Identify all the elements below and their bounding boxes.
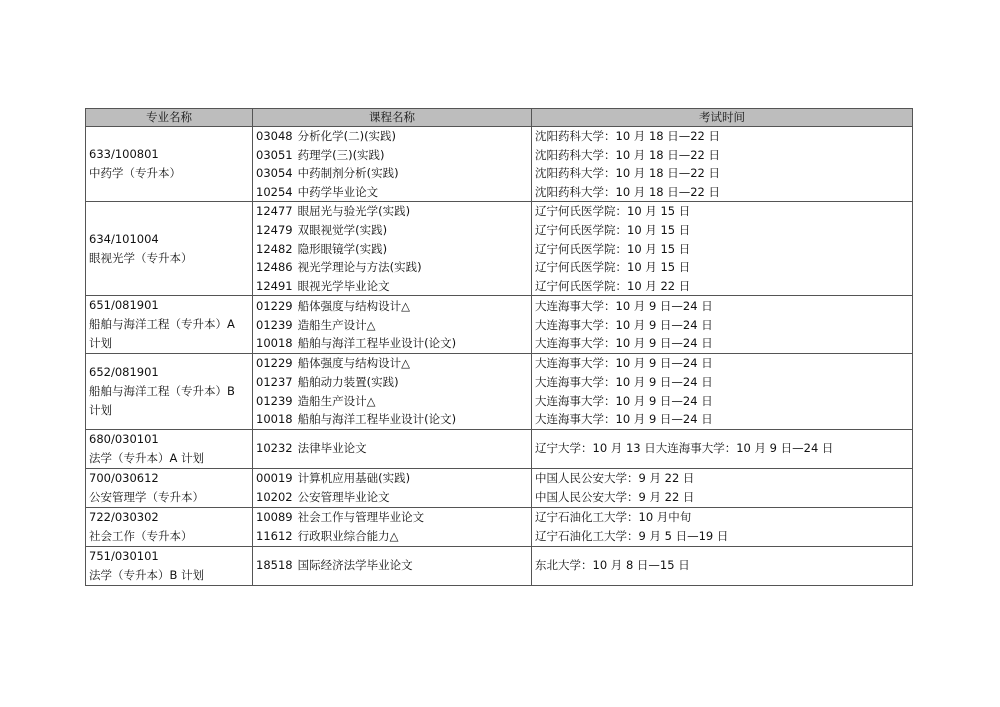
table-row [86,127,913,202]
exam-time: 辽宁大学：10 月 13 日大连海事大学：10 月 9 日—24 日 [535,441,834,456]
table-row [86,546,913,585]
major-line: 船舶与海洋工程（专升本）B [89,384,235,399]
table-row [86,429,913,468]
times-cell [532,507,913,546]
exam-time: 大连海事大学：10 月 9 日—24 日 [535,317,713,332]
course-code: 18518 [256,558,293,573]
course-line [256,556,528,575]
course-line [256,258,528,277]
course-name: 船体强度与结构设计△ [297,356,410,371]
course-name: 隐形眼镜学(实践) [297,241,388,256]
course-code: 10089 [256,510,293,525]
major-line: 633/100801 [89,147,159,162]
course-line [256,488,528,507]
exam-schedule-table [85,108,913,586]
major-line: 法学（专升本）B 计划 [89,567,205,582]
exam-time: 辽宁何氏医学院：10 月 15 日 [535,204,691,219]
major-cell [86,546,253,585]
major-line: 社会工作（专升本） [89,528,193,543]
exam-time: 大连海事大学：10 月 9 日—24 日 [535,412,713,427]
major-cell [86,127,253,202]
times-cell [532,546,913,585]
major-line: 751/030101 [89,548,159,563]
table-body [86,127,913,586]
course-name: 分析化学(二)(实践) [297,129,397,143]
course-name: 船体强度与结构设计△ [297,298,410,313]
major-cell [86,468,253,507]
course-name: 行政职业综合能力△ [297,528,399,543]
exam-time: 东北大学：10 月 8 日—15 日 [535,558,690,573]
course-line [256,297,528,316]
table-header-row [86,109,913,127]
major-cell [86,354,253,429]
course-code: 01229 [256,298,293,313]
course-line [256,392,528,411]
courses-cell [253,127,532,202]
course-line [256,527,528,546]
courses-cell [253,429,532,468]
course-code: 12479 [256,222,293,237]
exam-time: 辽宁何氏医学院：10 月 15 日 [535,222,691,237]
courses-cell [253,468,532,507]
table-row [86,507,913,546]
exam-time: 大连海事大学：10 月 9 日—24 日 [535,356,713,371]
table-row [86,468,913,507]
major-line: 634/101004 [89,231,159,246]
exam-time: 沈阳药科大学：10 月 18 日—22 日 [535,184,721,199]
times-cell [532,354,913,429]
table-row [86,354,913,429]
courses-cell [253,507,532,546]
course-line [256,508,528,527]
course-name: 视光学理论与方法(实践) [297,260,422,275]
course-line [256,146,528,165]
exam-time: 大连海事大学：10 月 9 日—24 日 [535,298,713,313]
major-cell [86,202,253,296]
times-cell [532,429,913,468]
courses-cell [253,546,532,585]
course-line [256,183,528,202]
course-code: 12486 [256,260,293,275]
course-code: 03048 [256,129,293,143]
course-line [256,164,528,183]
course-code: 11612 [256,528,293,543]
exam-time: 辽宁何氏医学院：10 月 15 日 [535,260,691,275]
major-cell [86,507,253,546]
course-line [256,373,528,392]
exam-time: 沈阳药科大学：10 月 18 日—22 日 [535,147,721,162]
major-cell [86,296,253,354]
major-line: 公安管理学（专升本） [89,489,204,504]
course-name: 国际经济法学毕业论文 [297,558,413,573]
major-line: 652/081901 [89,365,159,380]
courses-cell [253,296,532,354]
course-code: 10232 [256,441,293,456]
exam-time: 辽宁何氏医学院：10 月 15 日 [535,241,691,256]
major-line: 680/030101 [89,431,159,446]
table-row [86,296,913,354]
course-code: 00019 [256,471,293,486]
header-major: 专业名称 [86,109,253,127]
exam-time: 辽宁石油化工大学：10 月中旬 [535,510,692,525]
times-cell [532,202,913,296]
exam-time: 大连海事大学：10 月 9 日—24 日 [535,374,713,389]
exam-time: 沈阳药科大学：10 月 18 日—22 日 [535,166,721,181]
course-code: 03051 [256,147,293,162]
course-name: 眼视光学毕业论文 [297,278,390,293]
major-line: 法学（专升本）A 计划 [89,450,205,465]
major-line: 眼视光学（专升本） [89,250,193,265]
times-cell [532,296,913,354]
exam-time: 中国人民公安大学：9 月 22 日 [535,489,695,504]
exam-time: 辽宁石油化工大学：9 月 5 日—19 日 [535,528,729,543]
course-name: 公安管理毕业论文 [297,489,390,504]
course-line [256,439,528,458]
course-line [256,354,528,373]
course-line [256,469,528,488]
major-line: 700/030612 [89,470,159,485]
course-code: 01239 [256,393,293,408]
major-line: 计划 [89,403,112,418]
exam-time: 大连海事大学：10 月 9 日—24 日 [535,336,713,351]
courses-cell [253,354,532,429]
exam-time: 沈阳药科大学：10 月 18 日—22 日 [535,129,721,143]
major-line: 计划 [89,336,112,351]
course-line [256,277,528,296]
course-name: 眼屈光与验光学(实践) [297,204,411,219]
course-line [256,410,528,429]
course-name: 双眼视觉学(实践) [297,222,388,237]
exam-time: 辽宁何氏医学院：10 月 22 日 [535,278,691,293]
course-code: 10018 [256,336,293,351]
course-code: 01237 [256,374,293,389]
major-line: 中药学（专升本） [89,166,181,181]
course-name: 药理学(三)(实践) [297,147,385,162]
table-row [86,202,913,296]
course-code: 12477 [256,204,293,219]
course-name: 船舶与海洋工程毕业设计(论文) [297,336,457,351]
courses-cell [253,202,532,296]
exam-time: 大连海事大学：10 月 9 日—24 日 [535,393,713,408]
course-line [256,334,528,353]
course-line [256,202,528,221]
major-line: 722/030302 [89,509,159,524]
course-line [256,316,528,335]
course-name: 造船生产设计△ [297,317,376,332]
course-code: 12482 [256,241,293,256]
course-name: 船舶动力装置(实践) [297,374,399,389]
course-code: 01229 [256,356,293,371]
course-code: 10254 [256,184,293,199]
course-name: 计算机应用基础(实践) [297,471,411,486]
course-code: 12491 [256,278,293,293]
course-name: 法律毕业论文 [297,441,367,456]
times-cell [532,468,913,507]
course-name: 船舶与海洋工程毕业设计(论文) [297,412,457,427]
course-name: 造船生产设计△ [297,393,376,408]
course-code: 10202 [256,489,293,504]
course-name: 社会工作与管理毕业论文 [297,510,425,525]
header-course: 课程名称 [253,109,532,127]
header-exam-time: 考试时间 [532,109,913,127]
course-line [256,240,528,259]
times-cell [532,127,913,202]
course-name: 中药学毕业论文 [297,184,379,199]
major-cell [86,429,253,468]
course-line [256,127,528,146]
course-name: 中药制剂分析(实践) [297,166,399,181]
course-line [256,221,528,240]
major-line: 651/081901 [89,298,159,313]
course-code: 10018 [256,412,293,427]
course-code: 03054 [256,166,293,181]
exam-time: 中国人民公安大学：9 月 22 日 [535,471,695,486]
major-line: 船舶与海洋工程（专升本）A [89,317,235,332]
course-code: 01239 [256,317,293,332]
